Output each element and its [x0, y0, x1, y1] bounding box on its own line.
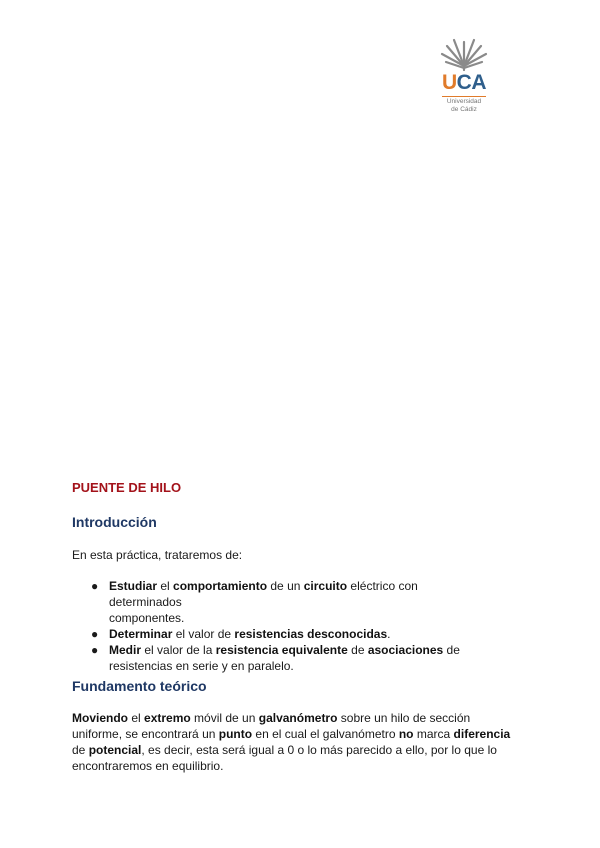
bullet-icon: ● — [91, 627, 99, 641]
logo-wordmark — [434, 72, 494, 94]
bullet-icon: ● — [91, 579, 99, 593]
document-title: PUENTE DE HILO — [72, 480, 182, 495]
list-item: ● Medir el valor de la resistencia equivalente de asociaciones de resistencias en serie y en paralelo. — [91, 643, 460, 673]
paragraph-line: Moviendo el extremo móvil de un galvanómetro sobre un hilo de sección — [72, 711, 471, 725]
logo-letters-ca: CA — [456, 71, 486, 94]
university-logo — [434, 36, 494, 116]
objectives-list — [72, 578, 492, 674]
logo-subtitle-1: Universidad — [446, 98, 482, 105]
list-item: ● Determinar el valor de resistencias desconocidas. — [91, 627, 391, 641]
paragraph-line: encontraremos en equilibrio. — [72, 759, 224, 773]
paragraph-line: uniforme, se encontrará un punto en el cual el galvanómetro no marca diferencia — [72, 727, 511, 741]
fundamento-paragraph — [72, 710, 522, 774]
logo-divider — [442, 96, 486, 97]
leaves-emblem-icon — [434, 36, 494, 72]
intro-heading: Introducción — [72, 514, 157, 530]
paragraph-line: de potencial, es decir, esta será igual a 0 o lo más parecido a ello, por lo que lo — [72, 743, 497, 757]
list-item: ● Estudiar el comportamiento de un circuito eléctrico con determinados componentes. — [91, 579, 418, 625]
logo-letter-u: U — [441, 71, 457, 94]
intro-lead: En esta práctica, trataremos de: — [72, 548, 243, 562]
bullet-icon: ● — [91, 643, 99, 657]
logo-subtitle-2: de Cádiz — [451, 106, 477, 113]
fundamento-heading: Fundamento teórico — [72, 678, 207, 694]
